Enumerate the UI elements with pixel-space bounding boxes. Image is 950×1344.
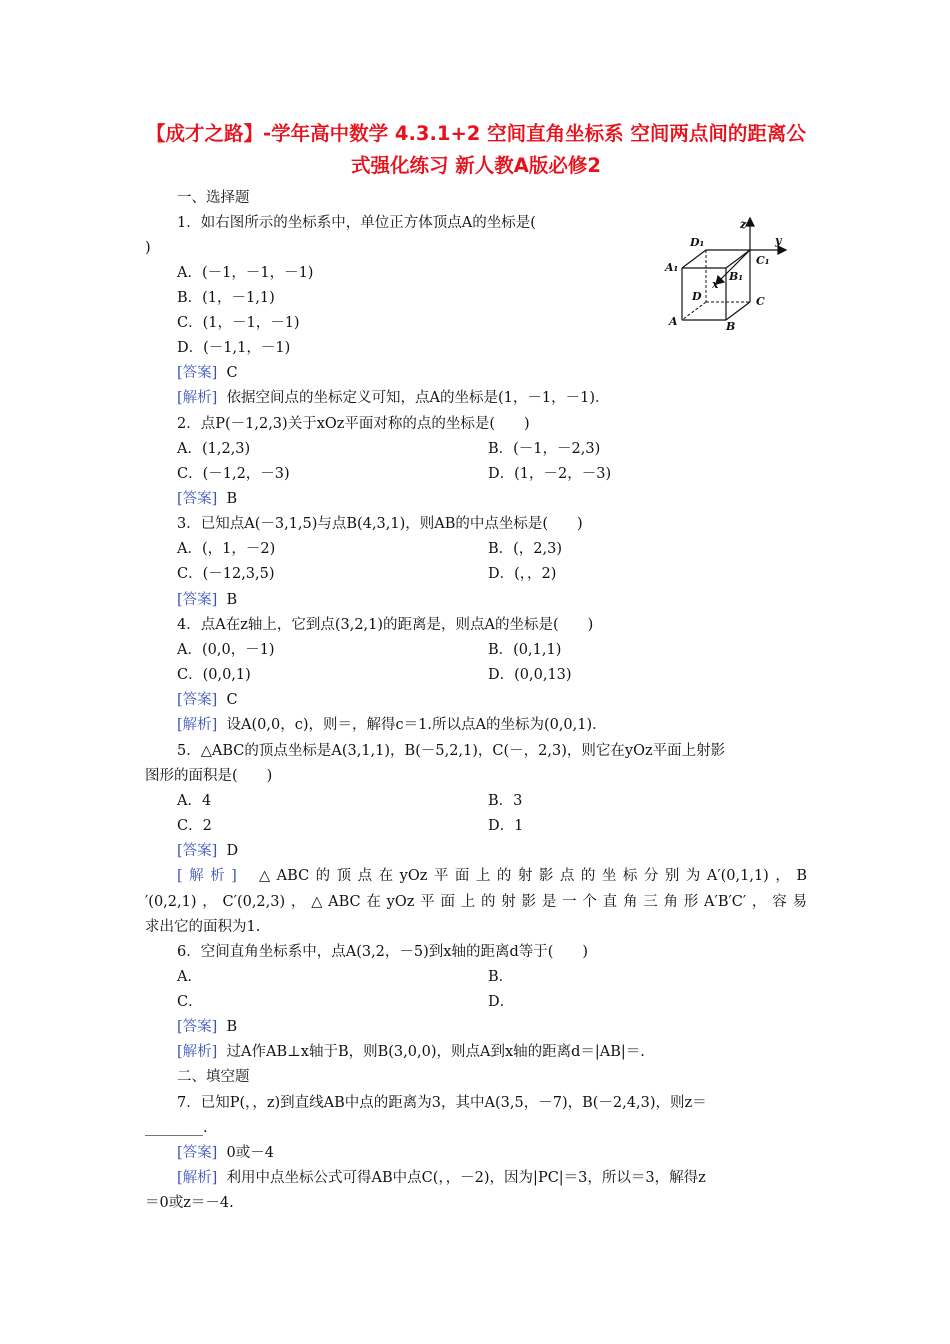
q2-answer: B [226, 491, 238, 507]
q5-analysis-row [177, 866, 807, 886]
q3-option-c: C．(－12,3,5) [177, 566, 275, 582]
cube-label-c1: C₁ [756, 254, 770, 267]
q1-analysis-row [177, 388, 610, 408]
q5-analysis-line2: ′(0,2,1)，C′(0,2,3)，△ABC在yOz平面上的射影是一个直角三角形A′B′C′，容易 [145, 894, 807, 910]
q2-option-d: D．(1，－2，－3) [488, 466, 612, 482]
q4-option-a: A．(0,0，－1) [177, 642, 275, 658]
q7-analysis-line2: ＝0或z＝－4. [145, 1195, 234, 1211]
q1-stem-end: ) [145, 240, 151, 256]
q5-stem-line2: 图形的面积是( ) [145, 768, 273, 784]
answer-tag: [答案] [177, 1019, 218, 1035]
q1-answer-row [177, 363, 238, 383]
q5-answer-row [177, 841, 238, 861]
q3-stem: 3．已知点A(－3,1,5)与点B(4,3,1)，则AB的中点坐标是( ) [177, 516, 583, 532]
q1-option-b: B．(1，－1,1) [177, 290, 275, 306]
q1-stem: 1．如右图所示的坐标系中，单位正方体顶点A的坐标是( [177, 215, 536, 231]
q2-stem: 2．点P(－1,2,3)关于xOz平面对称的点的坐标是( ) [177, 416, 530, 432]
analysis-tag: [解析] [177, 868, 237, 884]
q6-stem: 6．空间直角坐标系中，点A(3,2，－5)到x轴的距离d等于( ) [177, 944, 589, 960]
cube-label-y: y [775, 234, 782, 247]
q6-option-d: D． [488, 994, 515, 1010]
q3-option-a: A．(，1，－2) [177, 541, 276, 557]
answer-tag: [答案] [177, 692, 218, 708]
answer-tag: [答案] [177, 491, 218, 507]
cube-label-b1: B₁ [729, 270, 744, 283]
q1-analysis: 依据空间点的坐标定义可知，点A的坐标是(1，－1，－1)． [226, 390, 610, 406]
page-title: 【成才之路】-学年高中数学 4.3.1+2 空间直角坐标系 空间两点间的距离公式强化练习 新人教A版必修2 [146, 122, 806, 177]
q4-analysis: 设A(0,0，c)，则＝，解得c＝1.所以点A的坐标为(0,0,1)． [226, 717, 607, 733]
q2-answer-row [177, 489, 237, 509]
q1-option-d: D．(－1,1，－1) [177, 340, 291, 356]
q5-answer: D [226, 843, 239, 859]
q3-option-d: D．(，，2) [488, 566, 557, 582]
q4-option-b: B．(0,1,1) [488, 642, 562, 658]
q6-analysis-row [177, 1042, 645, 1062]
unit-cube-figure [662, 216, 792, 336]
q3-option-b: B．(，2,3) [488, 541, 563, 557]
q2-option-a: A．(1,2,3) [177, 441, 251, 457]
q4-option-c: C．(0,0,1) [177, 667, 251, 683]
section-fill: 二、填空题 [177, 1069, 250, 1085]
answer-tag: [答案] [177, 1145, 218, 1161]
cube-label-c: C [756, 295, 765, 308]
q6-answer-row [177, 1017, 237, 1037]
q5-analysis-line3: 求出它的面积为1. [145, 919, 261, 935]
q7-analysis-row [177, 1168, 706, 1188]
cube-label-d1: D₁ [690, 236, 705, 249]
q1-option-a: A．(－1，－1，－1) [177, 265, 314, 281]
q1-answer: C [226, 365, 238, 381]
q5-stem-line1: 5．△ABC的顶点坐标是A(3,1,1)，B(－5,2,1)，C(－，2,3)，则它在yOz平面上射影 [177, 743, 726, 759]
q7-answer-row [177, 1143, 274, 1163]
q5-analysis-line2-row [145, 892, 807, 912]
analysis-tag: [解析] [177, 717, 218, 733]
q5-analysis-line1: △ABC的顶点在yOz平面上的射影点的坐标分别为A′(0,1,1)，B [259, 868, 807, 884]
q6-analysis: 过A作AB⊥x轴于B，则B(3,0,0)，则点A到x轴的距离d＝|AB|＝. [226, 1044, 645, 1060]
q7-stem-line1: 7．已知P(，，z)到直线AB中点的距离为3，其中A(3,5，－7)，B(－2,4,3)，则z＝ [177, 1095, 707, 1111]
cube-label-z: z [740, 218, 747, 231]
section-choice: 一、选择题 [177, 190, 250, 206]
q5-option-c: C．2 [177, 818, 212, 834]
analysis-tag: [解析] [177, 390, 218, 406]
q1-option-c: C．(1，－1，－1) [177, 315, 300, 331]
q4-stem: 4．点A在z轴上，它到点(3,2,1)的距离是，则点A的坐标是( ) [177, 617, 594, 633]
q4-answer: C [226, 692, 238, 708]
q5-option-b: B．3 [488, 793, 523, 809]
q7-analysis-line1: 利用中点坐标公式可得AB中点C(，，－2)，因为|PC|＝3，所以＝3，解得z [226, 1170, 706, 1186]
q4-option-d: D．(0,0,13) [488, 667, 572, 683]
cube-label-b: B [726, 320, 736, 333]
q2-option-b: B．(－1，－2,3) [488, 441, 601, 457]
cube-label-a1: A₁ [665, 261, 679, 274]
q3-answer-row [177, 590, 237, 610]
q4-analysis-row [177, 715, 607, 735]
cube-label-x: x [712, 278, 719, 291]
answer-tag: [答案] [177, 592, 218, 608]
cube-label-d: D [692, 290, 702, 303]
q5-option-d: D．1 [488, 818, 524, 834]
q6-option-b: B． [488, 969, 514, 985]
answer-tag: [答案] [177, 843, 218, 859]
q6-option-c: C． [177, 994, 203, 1010]
q3-answer: B [226, 592, 238, 608]
answer-tag: [答案] [177, 365, 218, 381]
q7-stem-line2: ________. [145, 1120, 208, 1136]
q7-answer: 0或－4 [226, 1145, 274, 1161]
analysis-tag: [解析] [177, 1044, 218, 1060]
q5-option-a: A．4 [177, 793, 212, 809]
cube-label-a: A [669, 315, 678, 328]
analysis-tag: [解析] [177, 1170, 218, 1186]
q6-option-a: A． [177, 969, 202, 985]
q2-option-c: C．(－1,2，－3) [177, 466, 290, 482]
q6-answer: B [226, 1019, 238, 1035]
q4-answer-row [177, 690, 238, 710]
